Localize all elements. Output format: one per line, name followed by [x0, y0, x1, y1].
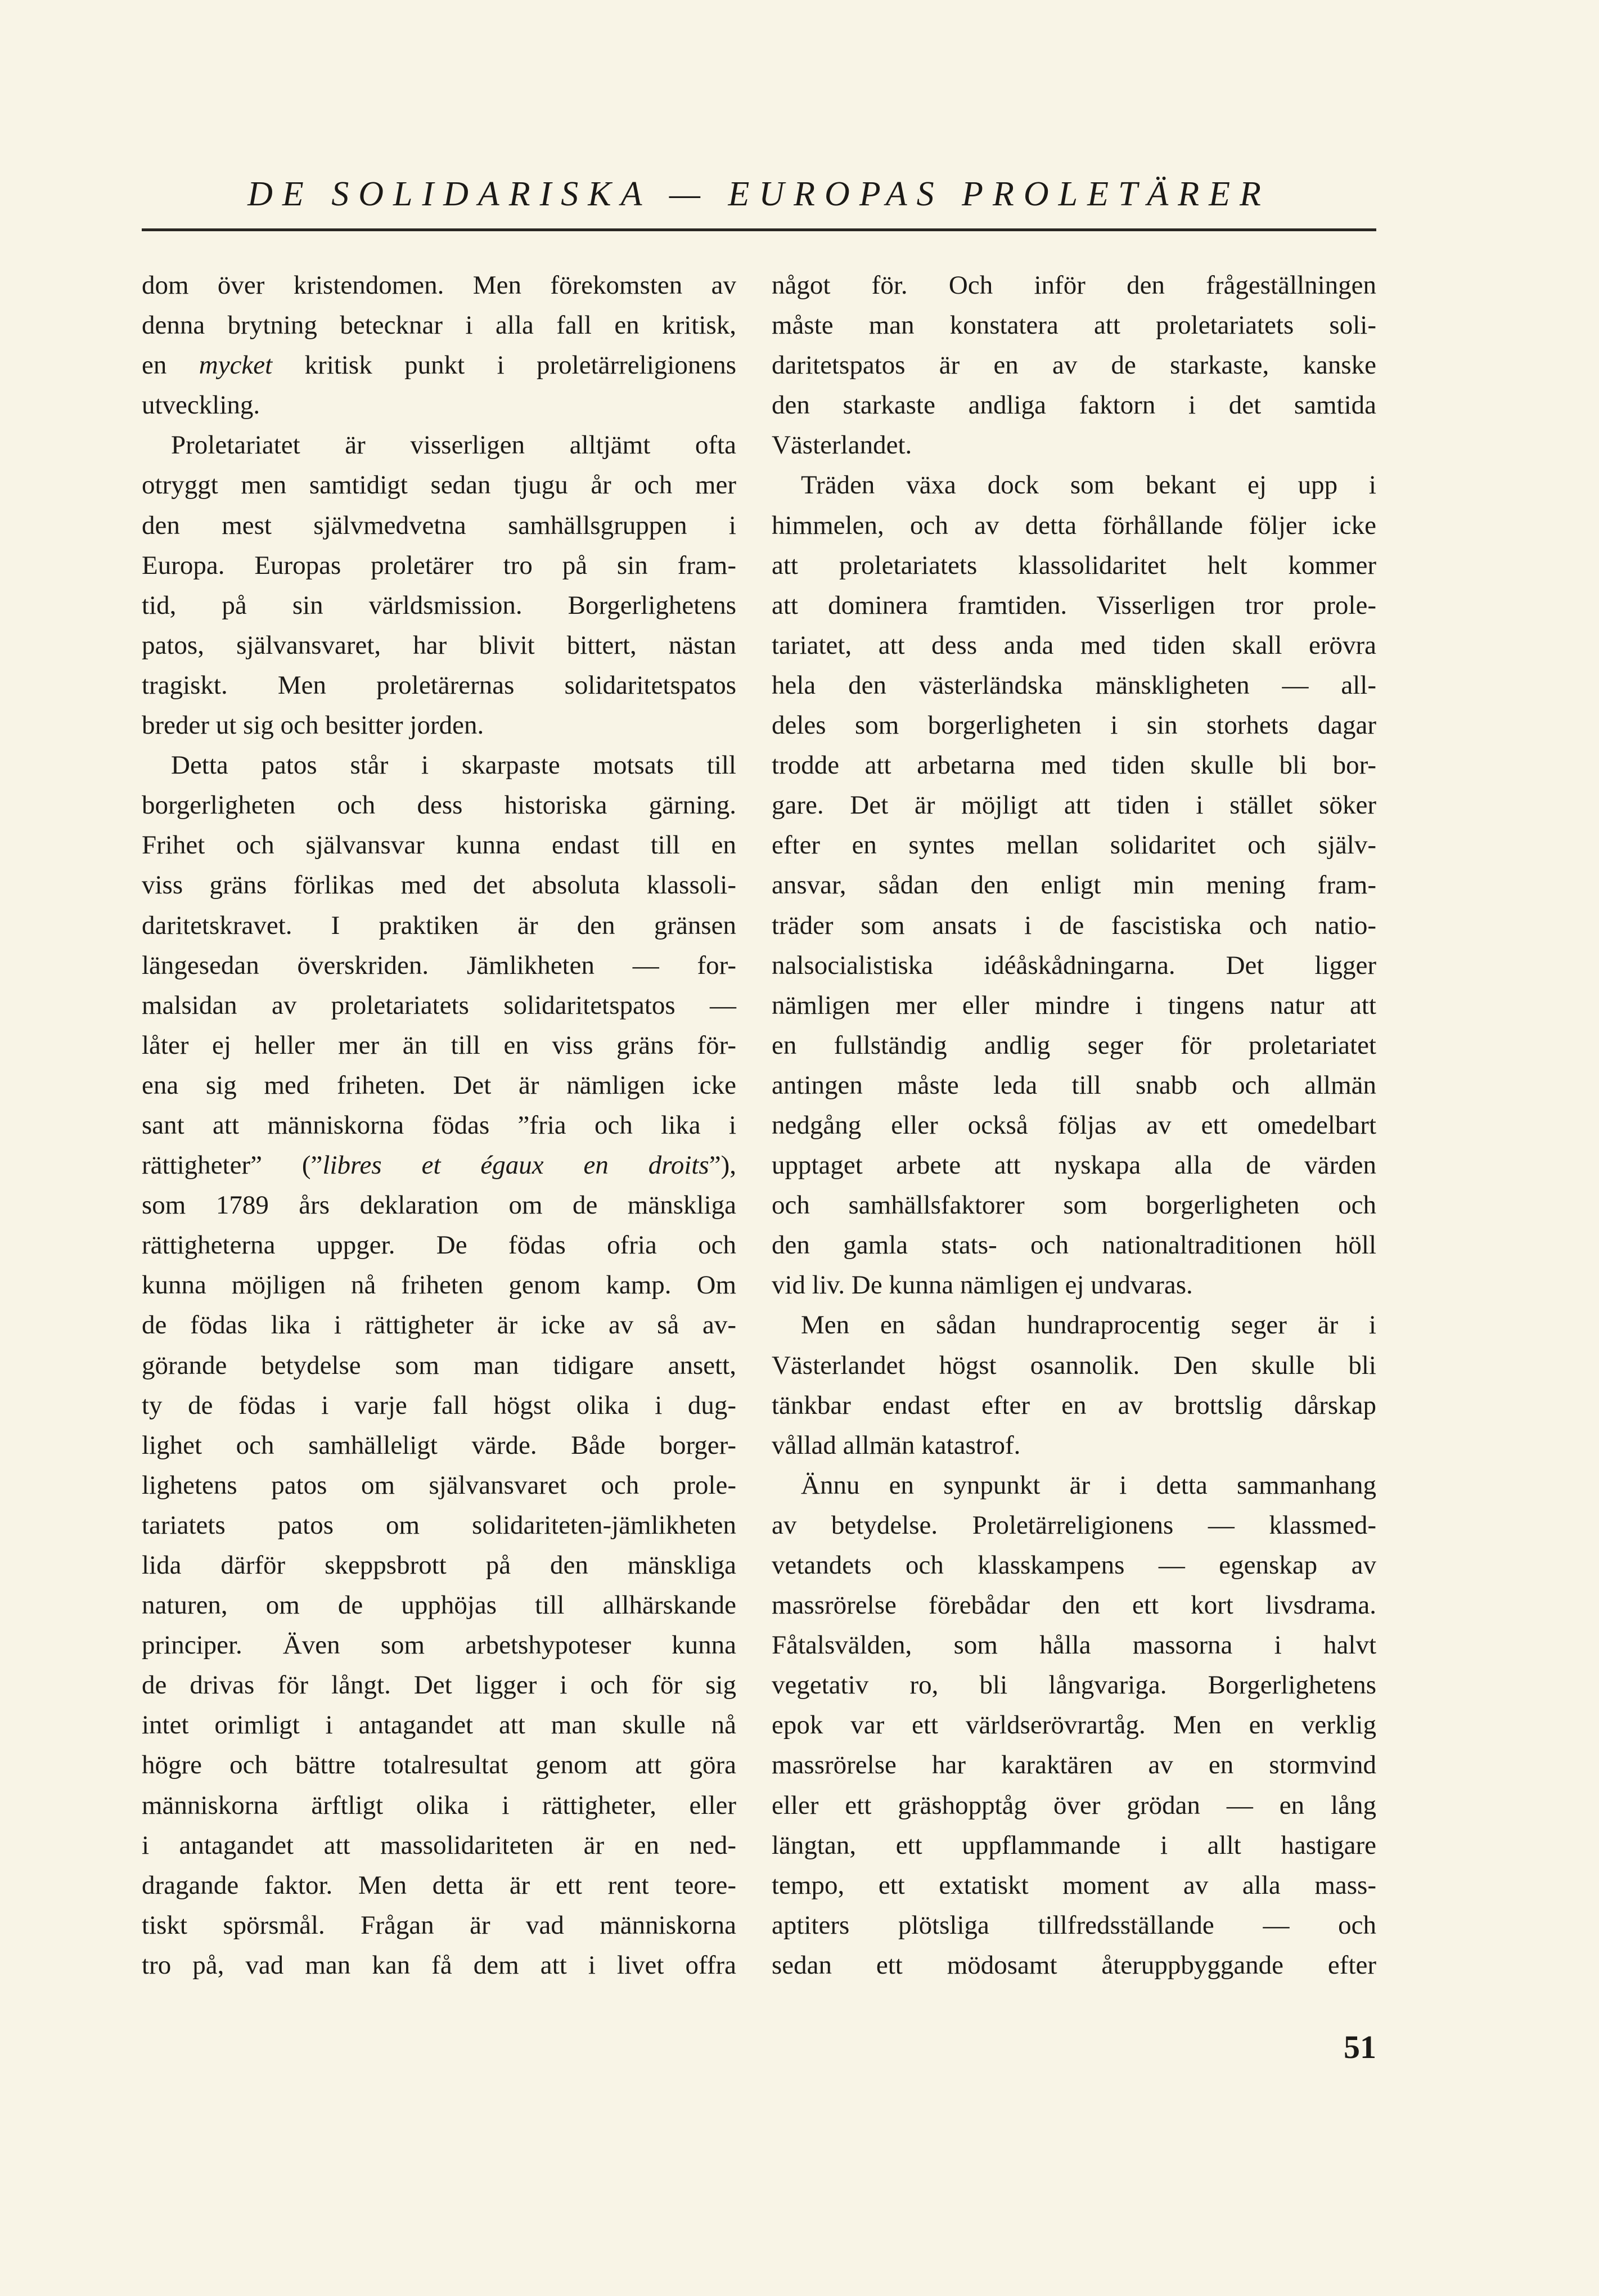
- text-line: ty de födas i varje fall högst olika i dug-: [142, 1390, 736, 1420]
- text-line: människorna ärftligt olika i rättigheter, eller: [142, 1790, 736, 1820]
- text-line: rättigheterna uppger. De födas ofria och: [142, 1230, 736, 1260]
- text-segment: ”),: [709, 1151, 736, 1180]
- text-line: vetandets och klasskampens — egenskap av: [772, 1551, 1376, 1580]
- text-line: denna brytning betecknar i alla fall en kritisk,: [142, 311, 736, 340]
- header-rule: [142, 228, 1376, 231]
- text-line: måste man konstatera att proletariatets soli-: [772, 311, 1376, 340]
- text-line: eller ett gräshopptåg över grödan — en lång: [772, 1790, 1376, 1820]
- text-line: efter en syntes mellan solidaritet och själv-: [772, 830, 1376, 860]
- text-column-left: [142, 266, 736, 1985]
- text-line: ansvar, sådan den enligt min mening fram-: [772, 870, 1376, 900]
- text-line: Fåtalsvälden, som hålla massorna i halvt: [772, 1630, 1376, 1660]
- text-line: tariatet, att dess anda med tiden skall erövra: [772, 630, 1376, 660]
- text-line: högre och bättre totalresultat genom att göra: [142, 1750, 736, 1780]
- text-segment: en: [142, 351, 199, 380]
- text-line: principer. Även som arbetshypoteser kunna: [142, 1630, 736, 1660]
- text-line: upptaget arbete att nyskapa alla de värden: [772, 1151, 1376, 1180]
- text-line: tempo, ett extatiskt moment av alla mass-: [772, 1870, 1376, 1900]
- paragraph: [772, 1466, 1376, 1985]
- text-line: [142, 345, 736, 385]
- text-line: som 1789 års deklaration om de mänskliga: [142, 1190, 736, 1220]
- text-column-right: [772, 266, 1376, 1985]
- text-line: i antagandet att massolidariteten är en ned-: [142, 1830, 736, 1860]
- text-line: Frihet och självansvar kunna endast till en: [142, 830, 736, 860]
- text-line: antingen måste leda till snabb och allmän: [772, 1070, 1376, 1100]
- text-line: längesedan överskriden. Jämlikheten — for-: [142, 950, 736, 980]
- text-line: Västerlandet högst osannolik. Den skulle bli: [772, 1350, 1376, 1380]
- text-segment: kritisk punkt i proletärreligionens: [272, 351, 736, 380]
- text-line: de drivas för långt. Det ligger i och för sig: [142, 1670, 736, 1700]
- text-line: tro på, vad man kan få dem att i livet offra: [142, 1950, 736, 1980]
- text-line: tariatets patos om solidariteten-jämlikheten: [142, 1510, 736, 1540]
- text-line: massrörelse förebådar den ett kort livsdrama.: [772, 1590, 1376, 1620]
- text-line: dragande faktor. Men detta är ett rent teore-: [142, 1870, 736, 1900]
- text-line: breder ut sig och besitter jorden.: [142, 711, 484, 740]
- text-line: epok var ett världserövrartåg. Men en verklig: [772, 1710, 1376, 1740]
- text-line: lida därför skeppsbrott på den mänskliga: [142, 1551, 736, 1580]
- text-line: längtan, ett uppflammande i allt hastigare: [772, 1830, 1376, 1860]
- text-line: malsidan av proletariatets solidaritetspatos —: [142, 990, 736, 1020]
- text-line: sant att människorna födas ”fria och lika i: [142, 1110, 736, 1140]
- text-line: viss gräns förlikas med det absoluta klassoli-: [142, 870, 736, 900]
- text-line: tänkbar endast efter en av brottslig dårskap: [772, 1390, 1376, 1420]
- running-head: DE SOLIDARISKA — EUROPAS PROLETÄRER: [247, 175, 1271, 213]
- text-line: sedan ett mödosamt återuppbyggande efter: [772, 1950, 1376, 1980]
- text-line: vid liv. De kunna nämligen ej undvaras.: [772, 1270, 1193, 1300]
- text-line: träder som ansats i de fascistiska och natio-: [772, 910, 1376, 940]
- text-line: tragiskt. Men proletärernas solidaritetspatos: [142, 670, 736, 700]
- text-line: den gamla stats- och nationaltraditionen höll: [772, 1230, 1376, 1260]
- page-number: 51: [1344, 2029, 1376, 2065]
- text-line: något för. Och inför den frågeställningen: [772, 271, 1376, 300]
- text-line: kunna möjligen nå friheten genom kamp. Om: [142, 1270, 736, 1300]
- text-line: naturen, om de upphöjas till allhärskande: [142, 1590, 736, 1620]
- text-line: Detta patos står i skarpaste motsats till: [171, 751, 736, 780]
- text-line: gare. Det är möjligt att tiden i stället söker: [772, 790, 1376, 820]
- text-line: den mest självmedvetna samhällsgruppen i: [142, 510, 736, 540]
- text-line: lighet och samhälleligt värde. Både borger-: [142, 1430, 736, 1460]
- text-line: vållad allmän katastrof.: [772, 1430, 1021, 1460]
- text-line: otryggt men samtidigt sedan tjugu år och mer: [142, 470, 736, 500]
- text-line: nedgång eller också följas av ett omedelbart: [772, 1110, 1376, 1140]
- paragraph: [142, 266, 736, 425]
- text-line: Proletariatet är visserligen alltjämt ofta: [171, 430, 736, 460]
- text-line: deles som borgerligheten i sin storhets dagar: [772, 711, 1376, 740]
- italic-text: libres et égaux en droits: [322, 1151, 709, 1180]
- paragraph: [772, 465, 1376, 1305]
- text-line: Träden växa dock som bekant ej upp i: [801, 470, 1376, 500]
- text-line: massrörelse har karaktären av en stormvind: [772, 1750, 1376, 1780]
- text-line: himmelen, och av detta förhållande följer icke: [772, 510, 1376, 540]
- text-line: Västerlandet.: [772, 430, 912, 460]
- text-line: Ännu en synpunkt är i detta sammanhang: [801, 1470, 1376, 1500]
- text-line: och samhällsfaktorer som borgerligheten och: [772, 1190, 1376, 1220]
- text-line: vegetativ ro, bli långvariga. Borgerlighetens: [772, 1670, 1376, 1700]
- text-line: en fullständig andlig seger för proletariatet: [772, 1030, 1376, 1060]
- text-line: nalsocialistiska idéåskådningarna. Det ligger: [772, 950, 1376, 980]
- text-line: trodde att arbetarna med tiden skulle bli bor-: [772, 751, 1376, 780]
- paragraph: [142, 745, 736, 1985]
- paragraph: [142, 425, 736, 745]
- text-line: att proletariatets klassolidaritet helt kommer: [772, 550, 1376, 580]
- italic-text: mycket: [199, 351, 273, 380]
- text-line: av betydelse. Proletärreligionens — klassmed-: [772, 1510, 1376, 1540]
- text-line: låter ej heller mer än till en viss gräns för-: [142, 1030, 736, 1060]
- paragraph: [772, 266, 1376, 465]
- text-line: den starkaste andliga faktorn i det samtida: [772, 390, 1376, 420]
- text-line: [142, 1145, 736, 1185]
- text-line: aptiters plötsliga tillfredsställande — och: [772, 1910, 1376, 1940]
- text-line: tiskt spörsmål. Frågan är vad människorna: [142, 1910, 736, 1940]
- text-line: borgerligheten och dess historiska gärning.: [142, 790, 736, 820]
- text-line: nämligen mer eller mindre i tingens natur att: [772, 990, 1376, 1020]
- text-line: intet orimligt i antagandet att man skulle nå: [142, 1710, 736, 1740]
- text-line: de födas lika i rättigheter är icke av så av-: [142, 1310, 736, 1340]
- paragraph: [772, 1305, 1376, 1465]
- text-line: daritetskravet. I praktiken är den gränsen: [142, 910, 736, 940]
- text-line: dom över kristendomen. Men förekomsten av: [142, 271, 736, 300]
- text-line: hela den västerländska mänskligheten — all-: [772, 670, 1376, 700]
- text-line: görande betydelse som man tidigare ansett,: [142, 1350, 736, 1380]
- text-line: daritetspatos är en av de starkaste, kanske: [772, 351, 1376, 380]
- text-line: lighetens patos om självansvaret och prole-: [142, 1470, 736, 1500]
- text-line: Men en sådan hundraprocentig seger är i: [801, 1310, 1376, 1340]
- text-line: tid, på sin världsmission. Borgerlighetens: [142, 590, 736, 620]
- text-segment: rättigheter” (”: [142, 1151, 323, 1180]
- text-line: att dominera framtiden. Visserligen tror prole-: [772, 590, 1376, 620]
- text-line: utveckling.: [142, 390, 260, 420]
- text-line: Europa. Europas proletärer tro på sin fram-: [142, 550, 736, 580]
- text-line: ena sig med friheten. Det är nämligen icke: [142, 1070, 736, 1100]
- text-line: patos, självansvaret, har blivit bittert, nästan: [142, 630, 736, 660]
